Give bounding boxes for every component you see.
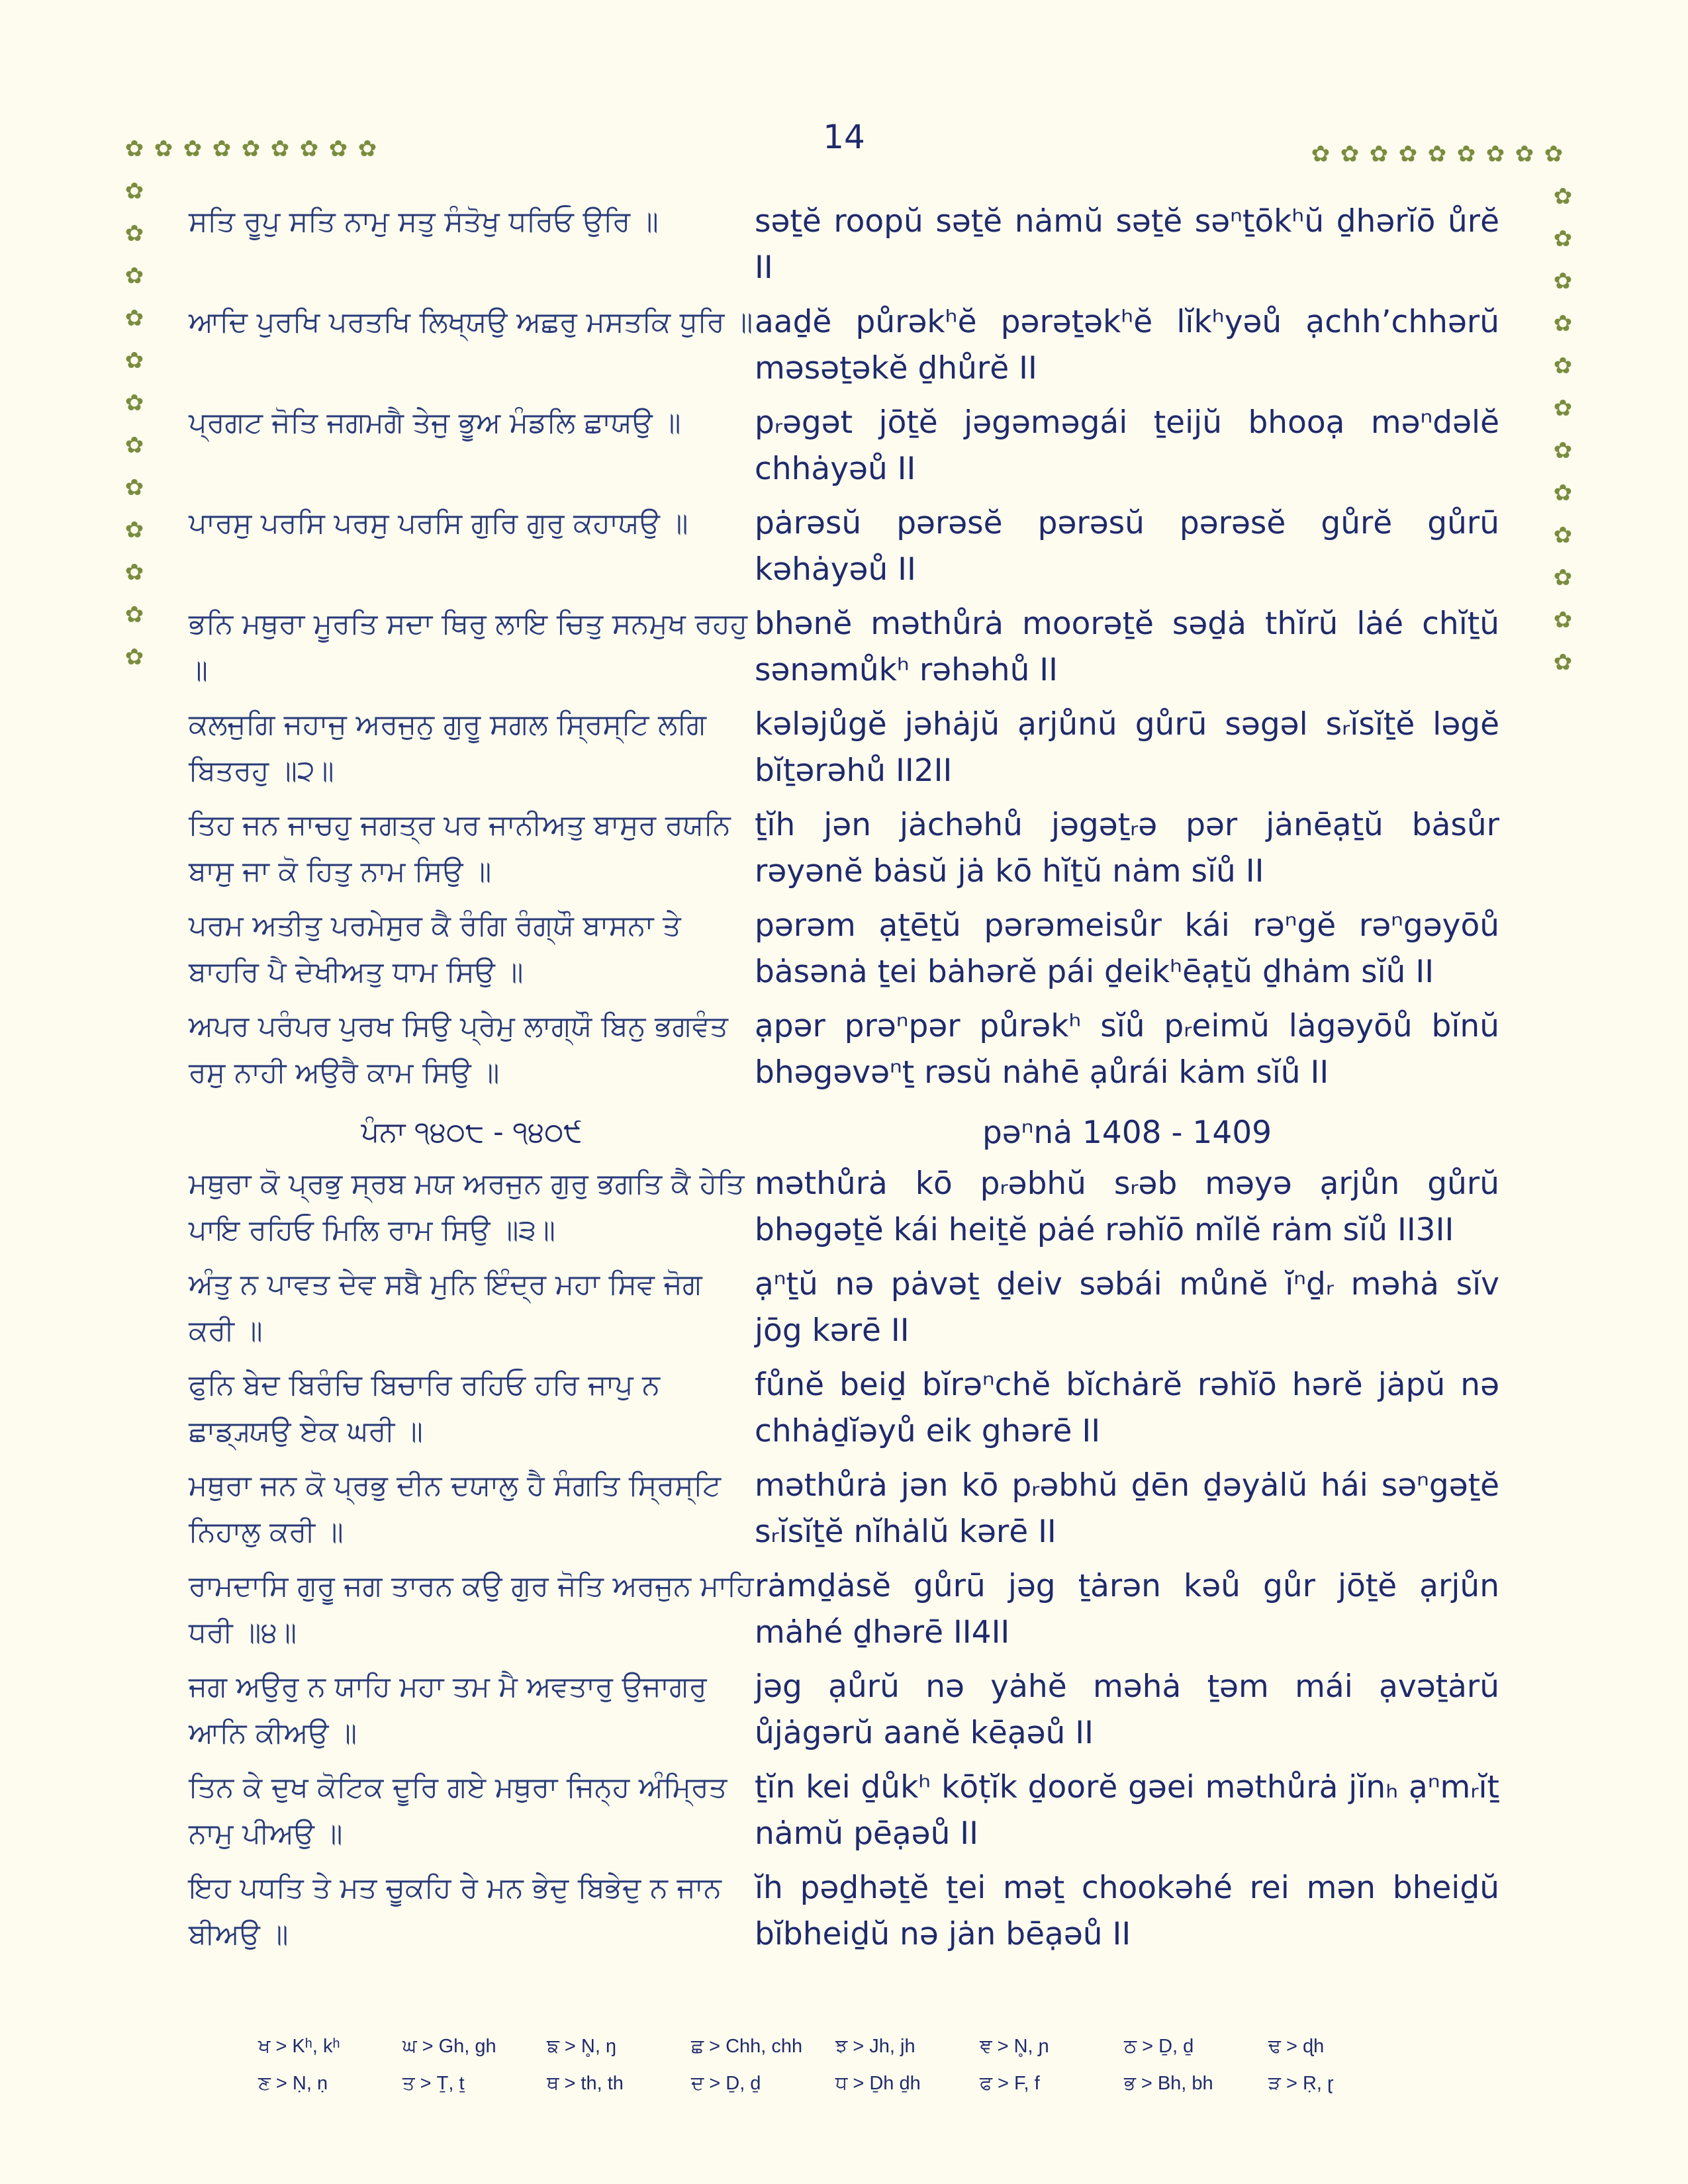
legend-item: ਙ > N̥, ŋ	[547, 2036, 617, 2057]
flower-icon: ✿	[154, 136, 173, 162]
flower-icon: ✿	[124, 305, 144, 332]
flower-icon: ✿	[124, 347, 144, 374]
legend-item: ਠ > Ḏ, ḏ	[1124, 2036, 1194, 2057]
page-number: 14	[823, 118, 865, 156]
verse-transliteration: ṯĭn kei ḏůkʰ kōṭĭk ḏoorĕ gəei məthůrȧ jĭnₕ ạⁿmᵣĭṯ nȧmŭ pēạəů II	[755, 1769, 1499, 1852]
verse-row	[189, 1261, 1532, 1362]
flower-icon: ✿	[270, 136, 290, 162]
flower-icon: ✿	[1553, 522, 1573, 549]
flower-icon: ✿	[299, 136, 319, 162]
legend-item: ਤ > Ṯ, ṯ	[402, 2073, 465, 2094]
legend-item: ਢ > ɖh	[1268, 2036, 1325, 2057]
flower-icon: ✿	[1553, 395, 1573, 422]
flower-icon: ✿	[212, 136, 232, 162]
verse-gurmukhi: ਰਾਮਦਾਸਿ ਗੁਰੂ ਜਗ ਤਾਰਨ ਕਉ ਗੁਰ ਜੋਤਿ ਅਰਜੁਨ ਮਾਹਿ ਧਰੀ ॥੪॥	[189, 1570, 754, 1649]
verse-row	[189, 802, 1532, 903]
verse-transliteration: bhənĕ məthůrȧ moorəṯĕ səḏȧ thĭrŭ lȧé chĭṯŭ sənəmůkʰ rəhəhů II	[755, 606, 1499, 688]
verse-row	[189, 702, 1532, 802]
flower-icon: ✿	[1340, 141, 1360, 167]
verse-transliteration: məthůrȧ kō pᵣəbhŭ sᵣəb məyə ạrjůn gůrŭ bhəgəṯĕ kái heiṯĕ pȧé rəhĭō mĭlĕ rȧm sĭů II3II	[755, 1165, 1499, 1248]
flower-icon: ✿	[1311, 141, 1331, 167]
verse-transliteration: ạⁿṯŭ nə pȧvəṯ ḏeiv səbái můnĕ ĭⁿḏᵣ məhȧ sĭv jōg kərē II	[755, 1266, 1499, 1349]
flower-icon: ✿	[1553, 183, 1573, 210]
verse-transliteration: ạpər prəⁿpər půrəkʰ sĭů pᵣeimŭ lȧgəyōů bĭnŭ bhəgəvəⁿṯ rəsŭ nȧhē ạůrái kȧm sĭů II	[755, 1008, 1499, 1091]
legend-item: ਥ > th, th	[547, 2073, 624, 2094]
flower-icon: ✿	[124, 432, 144, 459]
verse-gurmukhi: ਫੁਨਿ ਬੇਦ ਬਿਰੰਚਿ ਬਿਚਾਰਿ ਰਹਿਓ ਹਰਿ ਜਾਪੁ ਨ ਛਾਡ੍ਯ੍ਯਉ ਏਕ ਘਰੀ ॥	[189, 1369, 660, 1448]
verse-gurmukhi: ਮਥੁਰਾ ਕੋ ਪ੍ਰਭੁ ਸ੍ਰਬ ਮਯ ਅਰਜੁਨ ਗੁਰੁ ਭਗਤਿ ਕੈ ਹੇਤਿ ਪਾਇ ਰਹਿਓ ਮਿਲਿ ਰਾਮ ਸਿਉ ॥੩॥	[189, 1167, 745, 1247]
legend-item: ਛ > Chh, chh	[691, 2036, 803, 2057]
flower-icon: ✿	[1544, 141, 1564, 167]
flower-icon: ✿	[183, 136, 203, 162]
flower-icon: ✿	[1456, 141, 1476, 167]
flower-icon: ✿	[1553, 607, 1573, 633]
verse-gurmukhi: ਤਿਨ ਕੇ ਦੁਖ ਕੋਟਿਕ ਦੂਰਿ ਗਏ ਮਥੁਰਾ ਜਿਨ੍ਹ ਅੰਮ੍ਰਿਤ ਨਾਮੁ ਪੀਅਉ ॥	[189, 1771, 727, 1850]
legend-item: ਖ > Kʰ, kʰ	[258, 2036, 340, 2057]
verse-gurmukhi: ਜਗ ਅਉਰੁ ਨ ਯਾਹਿ ਮਹਾ ਤਮ ਮੈ ਅਵਤਾਰੁ ਉਜਾਗਰੁ ਆਨਿ ਕੀਅਉ ॥	[189, 1670, 707, 1750]
verse-gurmukhi: ਸਤਿ ਰੂਪੁ ਸਤਿ ਨਾਮੁ ਸਤੁ ਸੰਤੋਖੁ ਧਰਿਓ ਉਰਿ ॥	[189, 205, 659, 238]
legend-item: ੜ > Ṛ, ɽ	[1268, 2073, 1334, 2094]
flower-icon: ✿	[124, 644, 144, 670]
flower-icon: ✿	[1553, 437, 1573, 464]
verse-transliteration: pərəm ạṯēṯŭ pərəmeisůr kái rəⁿgĕ rəⁿgəyōů bȧsənȧ ṯei bȧhərĕ pái ḏeikʰēạṯŭ ḏhȧm sĭů II	[755, 907, 1499, 990]
verse-gurmukhi: ਪ੍ਰਗਟ ਜੋਤਿ ਜਗਮਗੈ ਤੇਜੁ ਭੂਅ ਮੰਡਲਿ ਛਾਯਉ ॥	[189, 406, 681, 439]
verse-transliteration: məthůrȧ jən kō pᵣəbhŭ ḏēn ḏəyȧlŭ hái səⁿgəṯĕ sᵣĭsĭṯĕ nĭhȧlŭ kərē II	[755, 1467, 1499, 1550]
verse-row	[189, 903, 1532, 1003]
verse-row	[189, 500, 1532, 601]
legend-item: ਝ > Jh, jh	[835, 2036, 915, 2057]
verse-row	[189, 1003, 1532, 1104]
legend-item: ਘ > Gh, gh	[402, 2036, 496, 2057]
verse-row	[189, 1664, 1532, 1764]
legend-item: ਧ > Ḏh ḏh	[835, 2073, 921, 2094]
verse-transliteration: pᵣəgət jōṯĕ jəgəməgái ṯeijŭ bhooạ məⁿdəlĕ chhȧyəů II	[755, 404, 1499, 487]
legend-row	[258, 2036, 1450, 2073]
flower-icon: ✿	[124, 517, 144, 543]
flower-icon: ✿	[1553, 480, 1573, 506]
flower-icon: ✿	[124, 390, 144, 416]
verse-gurmukhi: ਤਿਹ ਜਨ ਜਾਚਹੁ ਜਗਤ੍ਰ ਪਰ ਜਾਨੀਅਤੁ ਬਾਸੁਰ ਰਯਨਿ ਬਾਸੁ ਜਾ ਕੋ ਹਿਤੁ ਨਾਮ ਸਿਉ ॥	[189, 809, 731, 888]
flower-icon: ✿	[124, 475, 144, 501]
legend-item: ਞ > N̥, ɲ	[980, 2036, 1049, 2057]
verse-gurmukhi: ਇਹ ਪਧਤਿ ਤੇ ਮਤ ਚੂਕਹਿ ਰੇ ਮਨ ਭੇਦੁ ਬਿਭੇਦੁ ਨ ਜਾਨ ਬੀਅਉ ॥	[189, 1872, 722, 1951]
flower-icon: ✿	[328, 136, 348, 162]
flower-icon: ✿	[124, 220, 144, 247]
legend-row	[258, 2073, 1450, 2110]
flower-icon: ✿	[1427, 141, 1447, 167]
flower-icon: ✿	[357, 136, 377, 162]
verse-gurmukhi: ਆਦਿ ਪੁਰਖਿ ਪਰਤਖਿ ਲਿਖ੍ਯਉ ਅਛਰੁ ਮਸਤਕਿ ਧੁਰਿ ॥	[189, 306, 753, 339]
verse-gurmukhi: ਕਲਜੁਗਿ ਜਹਾਜੁ ਅਰਜੁਨੁ ਗੁਰੂ ਸਗਲ ਸ੍ਰਿਸ੍ਟਿ ਲਗਿ ਬਿਤਰਹੁ ॥੨॥	[189, 708, 706, 788]
verse-row	[189, 199, 1532, 299]
verse-gurmukhi: ਪਰਮ ਅਤੀਤੁ ਪਰਮੇਸੁਰ ਕੈ ਰੰਗਿ ਰੰਗ੍ਯੌ ਬਾਸਨਾ ਤੇ ਬਾਹਰਿ ਪੈ ਦੇਖੀਅਤੁ ਧਾਮ ਸਿਉ ॥	[189, 909, 681, 989]
verse-table	[189, 199, 1532, 1966]
verse-row	[189, 1865, 1532, 1966]
legend-item: ਭ > Bh, bh	[1124, 2073, 1213, 2094]
flower-icon: ✿	[1553, 226, 1573, 252]
flower-icon: ✿	[1369, 141, 1389, 167]
flower-icon: ✿	[1553, 649, 1573, 676]
verse-transliteration: ĭh pəḏhəṯĕ ṯei məṯ chookəhé rei mən bheiḏŭ bĭbheiḏŭ nə jȧn bēạəů II	[755, 1870, 1499, 1952]
verse-row	[189, 1463, 1532, 1563]
verse-row	[189, 1362, 1532, 1463]
page-reference-gurmukhi: ਪੰਨਾ ੧੪੦੮ - ੧੪੦੯	[361, 1116, 583, 1149]
page-reference-row	[189, 1104, 1532, 1161]
verse-transliteration: rȧmḏȧsĕ gůrū jəg ṯȧrən kəů gůr jōṯĕ ạrjůn mȧhé ḏhərē II4II	[755, 1568, 1499, 1651]
legend-item: ਣ > Ṇ, ṇ	[258, 2073, 328, 2094]
flower-icon: ✿	[124, 602, 144, 628]
flower-icon: ✿	[1553, 565, 1573, 591]
verse-transliteration: fůnĕ beiḏ bĭrəⁿchĕ bĭchȧrĕ rəhĭō hərĕ jȧpŭ nə chhȧḏĭəyů eik ghərē II	[755, 1367, 1499, 1449]
verse-row	[189, 400, 1532, 500]
verse-gurmukhi: ਭਨਿ ਮਥੁਰਾ ਮੂਰਤਿ ਸਦਾ ਥਿਰੁ ਲਾਇ ਚਿਤੁ ਸਨਮੁਖ ਰਹਹੁ ॥	[189, 608, 748, 687]
legend-item: ਦ > Ḏ, ḏ	[691, 2073, 761, 2094]
page-reference-translit: pəⁿnȧ 1408 - 1409	[982, 1114, 1272, 1151]
verse-gurmukhi: ਪਾਰਸੁ ਪਰਸਿ ਪਰਸੁ ਪਰਸਿ ਗੁਰਿ ਗੁਰੁ ਕਹਾਯਉ ॥	[189, 507, 688, 540]
verse-gurmukhi: ਅਪਰ ਪਰੰਪਰ ਪੁਰਖ ਸਿਉ ਪ੍ਰੇਮੁ ਲਾਗ੍ਯੌ ਬਿਨੁ ਭਗਵੰਤ ਰਸੁ ਨਾਹੀ ਅਉਰੈ ਕਾਮ ਸਿਉ ॥	[189, 1010, 728, 1089]
flower-icon: ✿	[124, 136, 144, 162]
flower-icon: ✿	[124, 263, 144, 289]
verse-transliteration: pȧrəsŭ pərəsĕ pərəsŭ pərəsĕ gůrĕ gůrū kəhȧyəů II	[755, 505, 1499, 588]
verse-row	[189, 1764, 1532, 1865]
verse-transliteration: aaḏĕ půrəkʰĕ pərəṯəkʰĕ lĭkʰyəů ạchh’chhərŭ məsəṯəkĕ ḏhůrĕ II	[755, 304, 1499, 387]
flower-icon: ✿	[1553, 353, 1573, 379]
verse-gurmukhi: ਅੰਤੁ ਨ ਪਾਵਤ ਦੇਵ ਸਬੈ ਮੁਨਿ ਇੰਦ੍ਰ ਮਹਾ ਸਿਵ ਜੋਗ ਕਰੀ ॥	[189, 1268, 702, 1347]
verse-transliteration: kələjůgĕ jəhȧjŭ ạrjůnŭ gůrū səgəl sᵣĭsĭṯĕ ləgĕ bĭṯərəhů II2II	[755, 706, 1499, 789]
verse-transliteration: ṯĭh jən jȧchəhů jəgəṯᵣə pər jȧnēạṯŭ bȧsůr rəyənĕ bȧsŭ jȧ kō hĭṯŭ nȧm sĭů II	[755, 807, 1499, 889]
flower-icon: ✿	[241, 136, 261, 162]
verse-row	[189, 1563, 1532, 1664]
flower-icon: ✿	[1553, 268, 1573, 295]
flower-icon: ✿	[1515, 141, 1534, 167]
flower-icon: ✿	[1553, 310, 1573, 337]
legend-item: ਫ > F, f	[980, 2073, 1040, 2094]
verse-row	[189, 1161, 1532, 1261]
flower-icon: ✿	[124, 178, 144, 205]
verse-row	[189, 299, 1532, 400]
verse-transliteration: səṯĕ roopŭ səṯĕ nȧmŭ səṯĕ səⁿṯōkʰŭ ḏhərĭō ůrĕ II	[755, 203, 1499, 286]
flower-icon: ✿	[1398, 141, 1418, 167]
verse-transliteration: jəg ạůrŭ nə yȧhĕ məhȧ ṯəm mái ạvəṯȧrŭ ůjȧgərŭ aanĕ kēạəů II	[755, 1668, 1499, 1751]
flower-icon: ✿	[124, 559, 144, 586]
verse-gurmukhi: ਮਥੁਰਾ ਜਨ ਕੋ ਪ੍ਰਭੁ ਦੀਨ ਦਯਾਲੁ ਹੈ ਸੰਗਤਿ ਸ੍ਰਿਸ੍ਟਿ ਨਿਹਾਲੁ ਕਰੀ ॥	[189, 1469, 722, 1549]
flower-icon: ✿	[1485, 141, 1505, 167]
verse-row	[189, 601, 1532, 702]
transliteration-legend	[258, 2036, 1450, 2110]
